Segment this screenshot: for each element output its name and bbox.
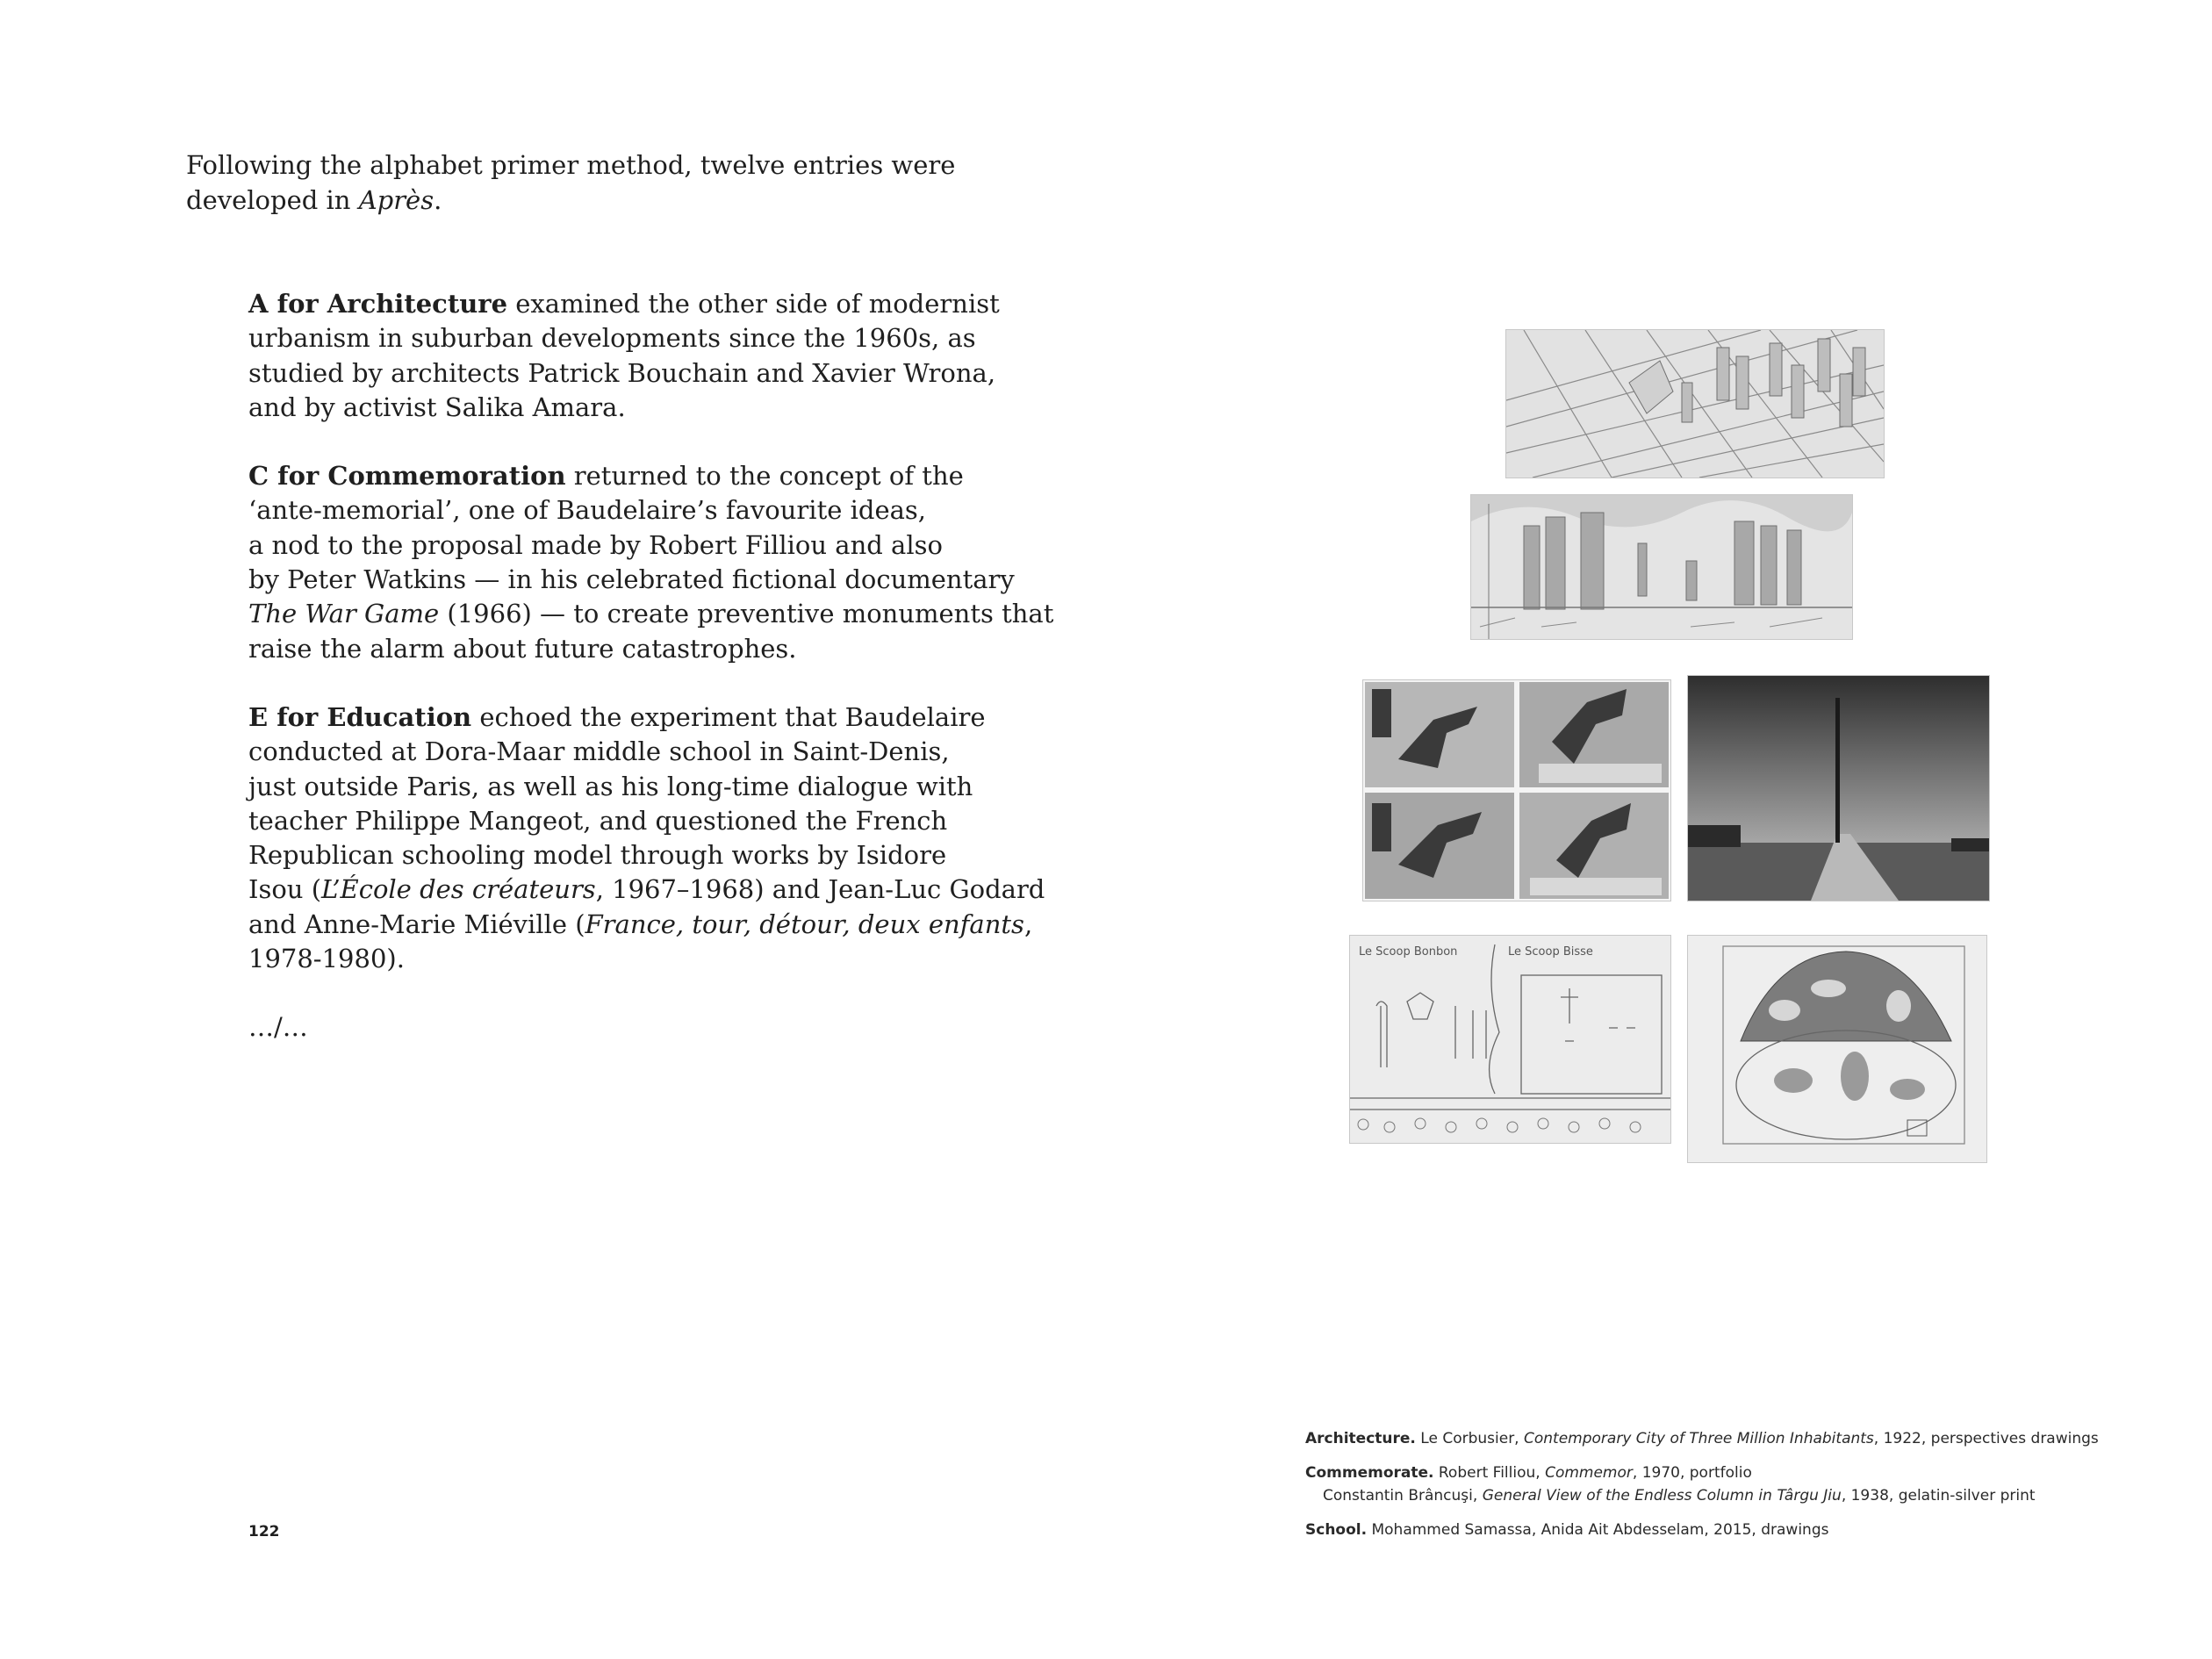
caption-title: Commemor bbox=[1545, 1464, 1633, 1482]
entry-line: urbanism in suburban developments since the 1960s, as bbox=[248, 323, 976, 354]
entry-line: 1978-1980). bbox=[248, 944, 405, 974]
entry-line: studied by architects Patrick Bouchain and Xavier Wrona, bbox=[248, 357, 996, 388]
entry-text: Isou ( bbox=[248, 874, 322, 905]
entry-architecture bbox=[248, 287, 1038, 425]
page-number: 122 bbox=[248, 1523, 280, 1540]
caption-text: Constantin Brâncuşi, bbox=[1323, 1487, 1483, 1505]
entry-education bbox=[248, 700, 1045, 976]
entry-line bbox=[248, 700, 1038, 735]
entry-heading: E for Education bbox=[248, 701, 472, 732]
entry-line: and by activist Salika Amara. bbox=[248, 391, 626, 422]
entry-line: a nod to the proposal made by Robert Filliou and also bbox=[248, 529, 943, 560]
entry-line: teacher Philippe Mangeot, and questioned the French bbox=[248, 805, 948, 836]
caption-architecture bbox=[1305, 1427, 2183, 1450]
entry-line: conducted at Dora-Maar middle school in Saint-Denis, bbox=[248, 736, 950, 767]
intro-text: developed in bbox=[186, 185, 359, 215]
intro-line-2 bbox=[186, 183, 976, 218]
caption-text: , 1938, gelatin-silver print bbox=[1841, 1487, 2036, 1505]
caption-label: Architecture. bbox=[1305, 1430, 1416, 1447]
entry-line bbox=[248, 287, 1038, 321]
entry-line bbox=[248, 459, 1038, 493]
drawing-text-left: Le Scoop Bonbon bbox=[1359, 945, 1458, 959]
caption-line-2 bbox=[1305, 1484, 2183, 1507]
caption-title: General View of the Endless Column in Târgu Jiu bbox=[1482, 1487, 1842, 1505]
children-drawing-globe bbox=[1687, 935, 1987, 1163]
caption-school bbox=[1305, 1519, 2183, 1541]
entry-text: , 1967–1968) and Jean-Luc Godard bbox=[595, 874, 1045, 905]
entry-line: ‘ante-memorial’, one of Baudelaire’s favourite ideas, bbox=[248, 495, 926, 526]
entry-line bbox=[248, 873, 1045, 907]
entry-italic: The War Game bbox=[248, 599, 440, 629]
entry-text: examined the other side of modernist bbox=[507, 289, 1000, 319]
entries-list bbox=[248, 287, 1054, 1080]
intro-line-1: Following the alphabet primer method, twelve entries were bbox=[186, 150, 956, 180]
caption-commemorate bbox=[1305, 1462, 2183, 1507]
entry-line bbox=[248, 908, 1038, 942]
entry-line bbox=[248, 597, 1054, 631]
entry-text: (1966) — to create preventive monuments that bbox=[439, 599, 1054, 629]
children-drawing-scoop bbox=[1349, 935, 1671, 1144]
endless-column-photo bbox=[1687, 675, 1990, 901]
caption-text: , 1970, portfolio bbox=[1632, 1464, 1752, 1482]
entry-italic: L’École des créateurs bbox=[321, 874, 596, 905]
city-plan-drawing bbox=[1505, 329, 1885, 478]
caption-title: Contemporary City of Three Million Inhabitants bbox=[1524, 1430, 1874, 1447]
entry-commemoration bbox=[248, 459, 1054, 666]
intro-text-end: . bbox=[434, 185, 442, 215]
entry-text: , bbox=[1023, 908, 1033, 939]
caption-text: Le Corbusier, bbox=[1415, 1430, 1524, 1447]
image-captions bbox=[1305, 1427, 2183, 1553]
entry-italic: France, tour, détour, deux enfants bbox=[585, 908, 1024, 939]
entry-line: by Peter Watkins — in his celebrated fictional documentary bbox=[248, 564, 1015, 595]
intro-paragraph bbox=[186, 147, 976, 218]
caption-label: School. bbox=[1305, 1521, 1368, 1539]
entry-line: raise the alarm about future catastrophes. bbox=[248, 633, 797, 664]
drawing-text-right: Le Scoop Bisse bbox=[1508, 945, 1593, 959]
entry-line: just outside Paris, as well as his long-time dialogue with bbox=[248, 771, 973, 801]
intro-italic-title: Après bbox=[358, 185, 434, 215]
entry-text: echoed the experiment that Baudelaire bbox=[471, 701, 986, 732]
entry-line: Republican schooling model through works by Isidore bbox=[248, 840, 947, 871]
entry-text: and Anne-Marie Miéville ( bbox=[248, 908, 585, 939]
continuation-mark: …/… bbox=[248, 1012, 308, 1043]
caption-text: , 1922, perspectives drawings bbox=[1873, 1430, 2099, 1447]
caption-text: Mohammed Samassa, Anida Ait Abdesselam, 2015, drawings bbox=[1367, 1521, 1829, 1539]
filliou-commemor-photos bbox=[1362, 679, 1671, 901]
city-perspective-drawing bbox=[1470, 494, 1853, 640]
caption-text: Robert Filliou, bbox=[1433, 1464, 1546, 1482]
caption-label: Commemorate. bbox=[1305, 1464, 1434, 1482]
entry-heading: C for Commemoration bbox=[248, 461, 566, 492]
entry-text: returned to the concept of the bbox=[565, 461, 964, 492]
entry-heading: A for Architecture bbox=[248, 289, 508, 319]
